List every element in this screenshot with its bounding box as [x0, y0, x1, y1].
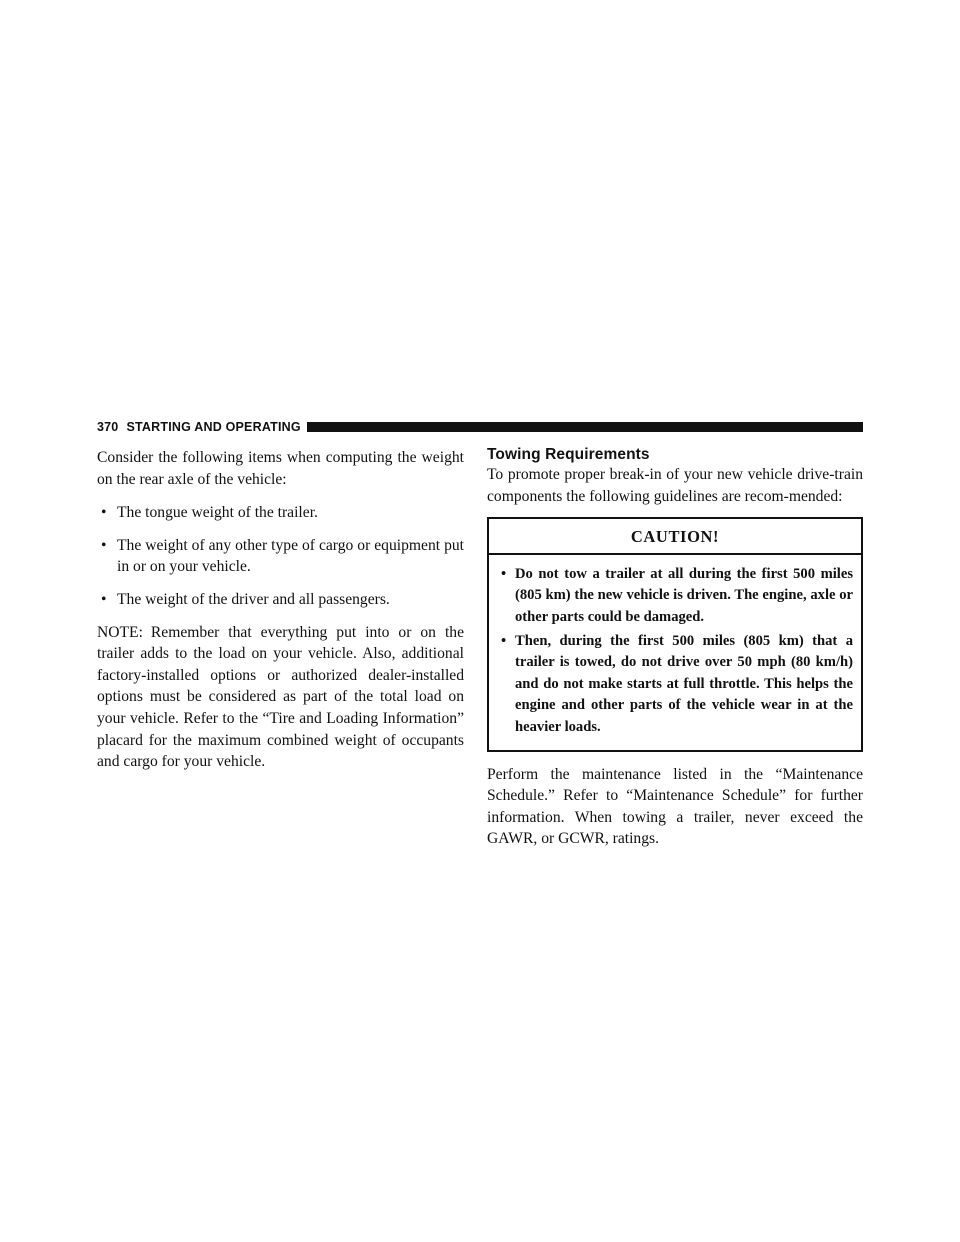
maintenance-paragraph: Perform the maintenance listed in the “Maintenance Schedule.” Refer to “Maintenance Schedule” for further information. When towing a trailer, never exceed the GAWR, or GCWR, ratings.: [487, 765, 863, 848]
caution-title: CAUTION!: [489, 519, 861, 555]
page-number: 370: [97, 420, 119, 434]
note-text: Remember that everything put into or on the trailer adds to the load on your vehicle. Also, additional factory-installed options or authorized dealer-installed options must be considered as part of the total load on your vehicle. Refer to the “Tire and Loading Information” placard for the maximum combined weight of occupants and cargo for your vehicle.: [97, 623, 464, 771]
section-title: STARTING AND OPERATING: [126, 420, 301, 434]
bullet-icon: •: [501, 565, 507, 582]
right-column: [487, 447, 863, 850]
list-item: • The tongue weight of the trailer.: [97, 502, 464, 524]
towing-requirements-heading: Towing Requirements: [487, 446, 650, 463]
caution-list: [489, 555, 861, 750]
caution-box: [487, 517, 863, 751]
list-item: • The weight of the driver and all passengers.: [97, 589, 464, 611]
header-rule: [307, 422, 863, 432]
bullet-icon: •: [101, 590, 107, 608]
towing-intro: To promote proper break-in of your new vehicle drive-train components the following guidelines are recom-mended:: [487, 466, 863, 505]
bullet-icon: •: [101, 504, 107, 522]
rear-axle-list: [97, 502, 464, 610]
caution-item: • Do not tow a trailer at all during the first 500 miles (805 km) the new vehicle is driven. The engine, axle or other parts could be damaged.: [501, 565, 853, 625]
page-header: [97, 420, 863, 434]
caution-item: • Then, during the first 500 miles (805 km) that a trailer is towed, do not drive over 50 mph (80 km/h) and do not make starts at full throttle. This helps the engine and other parts of the vehicle wear in at the heavier loads.: [501, 632, 853, 735]
list-item: • The weight of any other type of cargo or equipment put in or on your vehicle.: [101, 536, 464, 576]
bullet-icon: •: [101, 536, 107, 554]
bullet-icon: •: [501, 632, 507, 649]
left-column: [97, 447, 464, 773]
note-paragraph: [97, 622, 464, 773]
note-label: NOTE:: [97, 623, 143, 641]
rear-axle-intro: Consider the following items when computing the weight on the rear axle of the vehicle:: [97, 449, 464, 488]
